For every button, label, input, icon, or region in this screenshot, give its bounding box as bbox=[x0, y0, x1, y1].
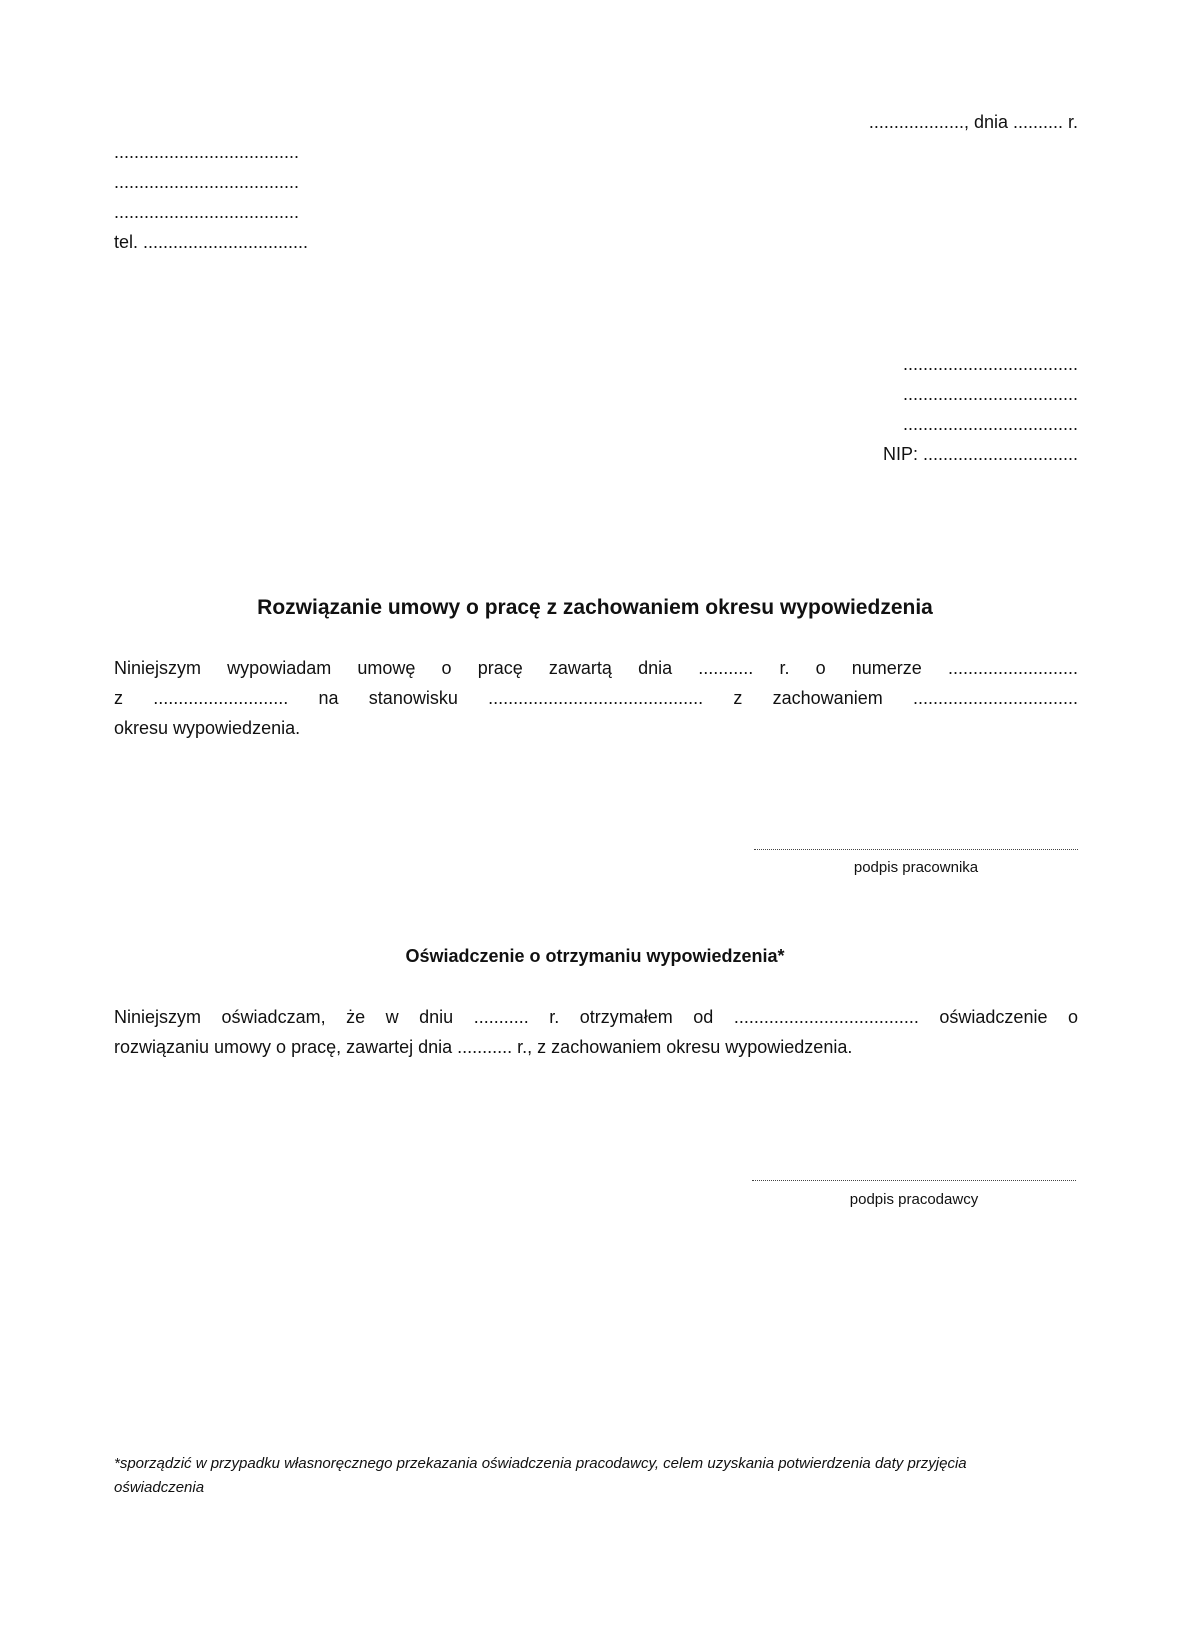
recipient-line-3: ................................... bbox=[902, 414, 1078, 434]
termination-title: Rozwiązanie umowy o pracę z zachowaniem okresu wypowiedzenia bbox=[257, 596, 933, 619]
employer-signature-label: podpis pracodawcy bbox=[849, 1191, 979, 1208]
declaration-title: Oświadczenie o otrzymaniu wypowiedzenia* bbox=[405, 946, 785, 966]
recipient-line-2: ................................... bbox=[902, 384, 1078, 404]
recipient-line-1: ................................... bbox=[902, 354, 1078, 374]
employee-signature-label: podpis pracownika bbox=[853, 859, 979, 876]
sender-line-2: ..................................... bbox=[114, 172, 300, 192]
recipient-nip: NIP: ............................... bbox=[882, 444, 1078, 464]
declaration-body-line-2: rozwiązaniu umowy o pracę, zawartej dnia ........... r., z zachowaniem okresu wypowiedzenia. bbox=[114, 1037, 853, 1057]
employer-signature-line bbox=[752, 1180, 1076, 1181]
footnote: *sporządzić w przypadku własnoręcznego przekazania oświadczenia pracodawcy, celem uzyskania potwierdzenia daty przyjęcia oświadczenia bbox=[114, 1455, 967, 1496]
termination-body-line-1: Niniejszym wypowiadam umowę o pracę zawartą dnia ........... r. o numerze .......................... bbox=[114, 658, 1078, 678]
declaration-body-line-1: Niniejszym oświadczam, że w dniu ........... r. otrzymałem od ..................................... oświadczenie o bbox=[114, 1007, 1078, 1027]
termination-body-line-2: z ........................... na stanowisku ........................................... z zachowaniem ................................. bbox=[114, 688, 1078, 708]
sender-line-1: ..................................... bbox=[114, 142, 300, 162]
sender-line-3: ..................................... bbox=[114, 202, 300, 222]
sender-phone: tel. ................................. bbox=[114, 232, 309, 252]
termination-body-line-3: okresu wypowiedzenia. bbox=[114, 718, 301, 738]
date-line: ..................., dnia .......... r. bbox=[868, 112, 1078, 132]
employee-signature-line bbox=[754, 849, 1078, 850]
